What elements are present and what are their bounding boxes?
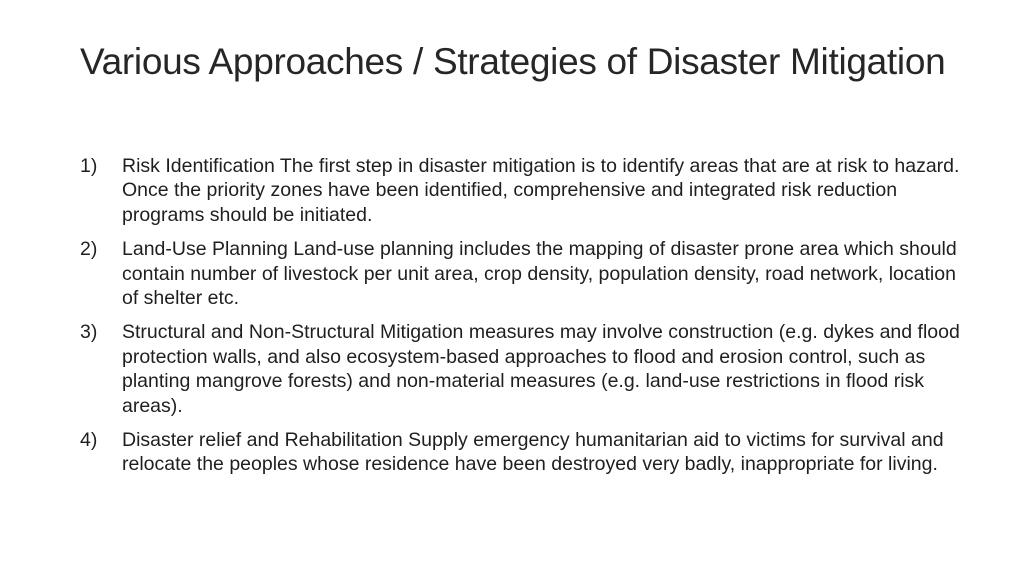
list-item [80, 237, 960, 310]
list-item-text: Disaster relief and Rehabilitation Supply emergency humanitarian aid to victims for survival and relocate the peoples whose residence have been destroyed very badly, inappropriate for living. [122, 429, 944, 476]
slide-title: Various Approaches / Strategies of Disaster Mitigation [80, 41, 946, 82]
list-item [80, 320, 960, 418]
numbered-list [80, 154, 960, 487]
list-item-number: 1) [80, 155, 98, 177]
list-item-text: Land-Use Planning Land-use planning includes the mapping of disaster prone area which should contain number of livestock per unit area, crop density, population density, road network, location of shelter etc. [122, 238, 957, 310]
list-item-number: 3) [80, 321, 98, 344]
list-item-number: 4) [80, 429, 98, 452]
list-item [80, 428, 960, 477]
list-item-number: 2) [80, 238, 98, 261]
list-item-text: Risk Identification The first step in disaster mitigation is to identify areas that are at risk to hazard. Once the priority zones have been identified, comprehensive and integrated risk reduction programs should be initiated. [122, 155, 960, 226]
list-item-text: Structural and Non-Structural Mitigation measures may involve construction (e.g. dykes and flood protection walls, and also ecosystem-based approaches to flood and erosion control, such as planting mangrove forests) and non-material measures (e.g. land-use restrictions in flood risk areas). [122, 321, 960, 417]
list-item [80, 154, 960, 227]
